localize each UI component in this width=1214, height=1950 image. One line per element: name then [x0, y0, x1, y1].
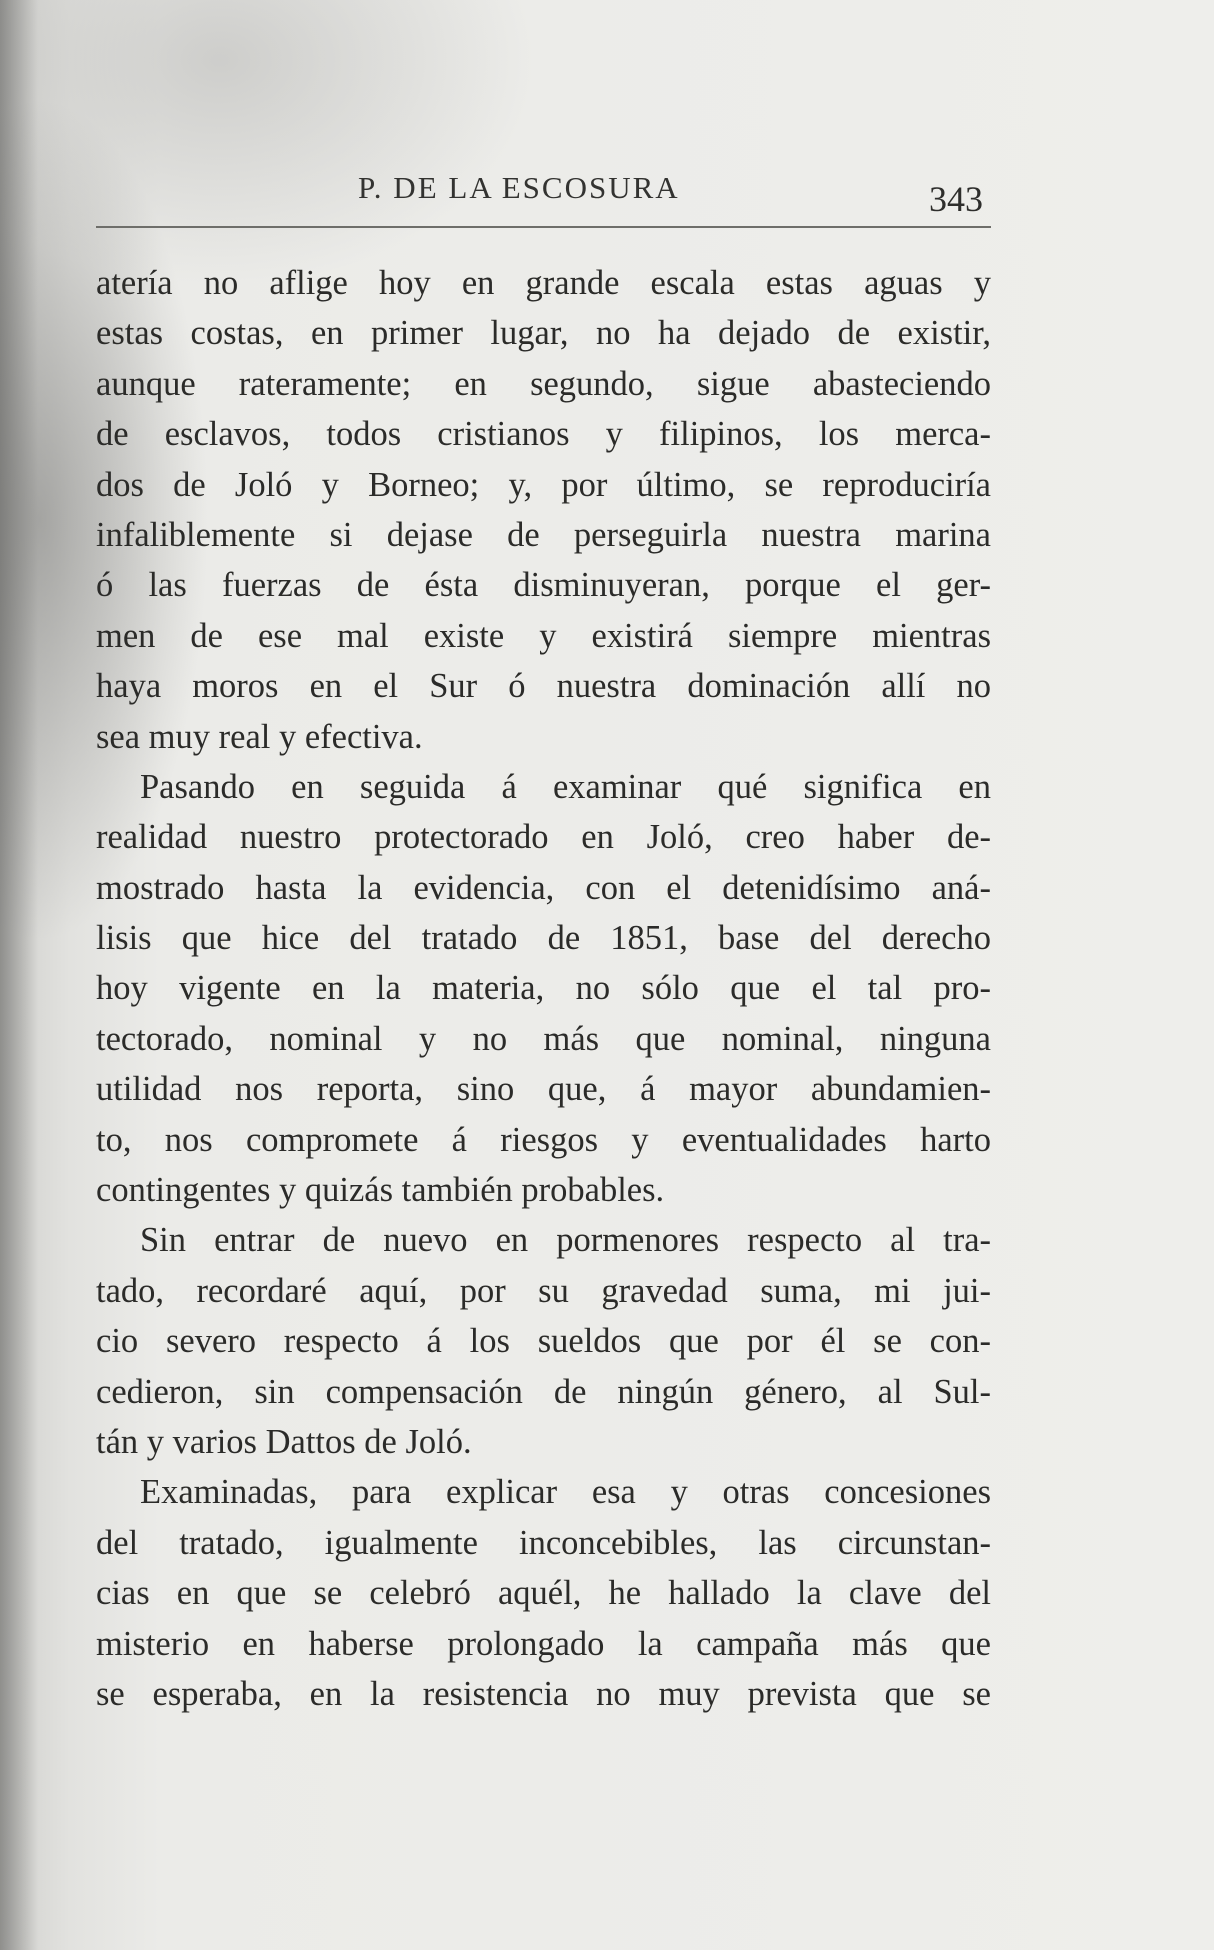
text-line: tán y varios Dattos de Joló.	[96, 1422, 472, 1461]
text-line: utilidad nos reporta, sino que, á mayor abundamien-	[96, 1070, 991, 1109]
text-line: to, nos compromete á riesgos y eventualidades harto	[96, 1120, 991, 1159]
text-line: de esclavos, todos cristianos y filipinos, los merca-	[96, 415, 991, 454]
text-line: mostrado hasta la evidencia, con el detenidísimo aná-	[96, 868, 991, 907]
text-line: contingentes y quizás también probables.	[96, 1171, 665, 1210]
text-line: aunque rateramente; en segundo, sigue abasteciendo	[96, 364, 991, 403]
text-line: hoy vigente en la materia, no sólo que el tal pro-	[96, 969, 991, 1008]
text-line: ó las fuerzas de ésta disminuyeran, porque el ger-	[96, 566, 991, 605]
paragraph-start-line: Sin entrar de nuevo en pormenores respecto al tra-	[140, 1221, 991, 1260]
text-line: haya moros en el Sur ó nuestra dominación allí no	[96, 667, 991, 706]
text-line: realidad nuestro protectorado en Joló, creo haber de-	[96, 818, 991, 857]
text-line: del tratado, igualmente inconcebibles, las circunstan-	[96, 1523, 991, 1562]
text-line: misterio en haberse prolongado la campaña más que	[96, 1624, 991, 1663]
text-line: atería no aflige hoy en grande escala estas aguas y	[96, 264, 991, 302]
running-head: P. DE LA ESCOSURA	[358, 170, 680, 205]
text-line: estas costas, en primer lugar, no ha dejado de existir,	[96, 314, 991, 353]
page-number: 343	[929, 179, 983, 219]
page-header	[96, 160, 991, 230]
paragraph-start-line: Pasando en seguida á examinar qué significa en	[140, 767, 991, 806]
text-line: cedieron, sin compensación de ningún género, al Sul-	[96, 1372, 991, 1411]
text-line: dos de Joló y Borneo; y, por último, se reproduciría	[96, 465, 991, 504]
text-line: cias en que se celebró aquél, he hallado la clave del	[96, 1574, 991, 1613]
header-rule	[96, 226, 991, 228]
spine-shadow	[0, 0, 38, 1950]
text-line: tectorado, nominal y no más que nominal, ninguna	[96, 1019, 991, 1058]
text-line: lisis que hice del tratado de 1851, base del derecho	[96, 919, 991, 958]
text-body	[96, 258, 991, 1719]
text-line: cio severo respecto á los sueldos que por él se con-	[96, 1322, 991, 1361]
text-line: se esperaba, en la resistencia no muy prevista que se	[96, 1674, 991, 1713]
paragraph-start-line: Examinadas, para explicar esa y otras concesiones	[140, 1473, 991, 1512]
text-line: sea muy real y efectiva.	[96, 717, 423, 756]
text-line: tado, recordaré aquí, por su gravedad suma, mi jui-	[96, 1271, 991, 1310]
text-line: men de ese mal existe y existirá siempre mientras	[96, 616, 991, 655]
text-line: infaliblemente si dejase de perseguirla nuestra marina	[96, 515, 991, 554]
